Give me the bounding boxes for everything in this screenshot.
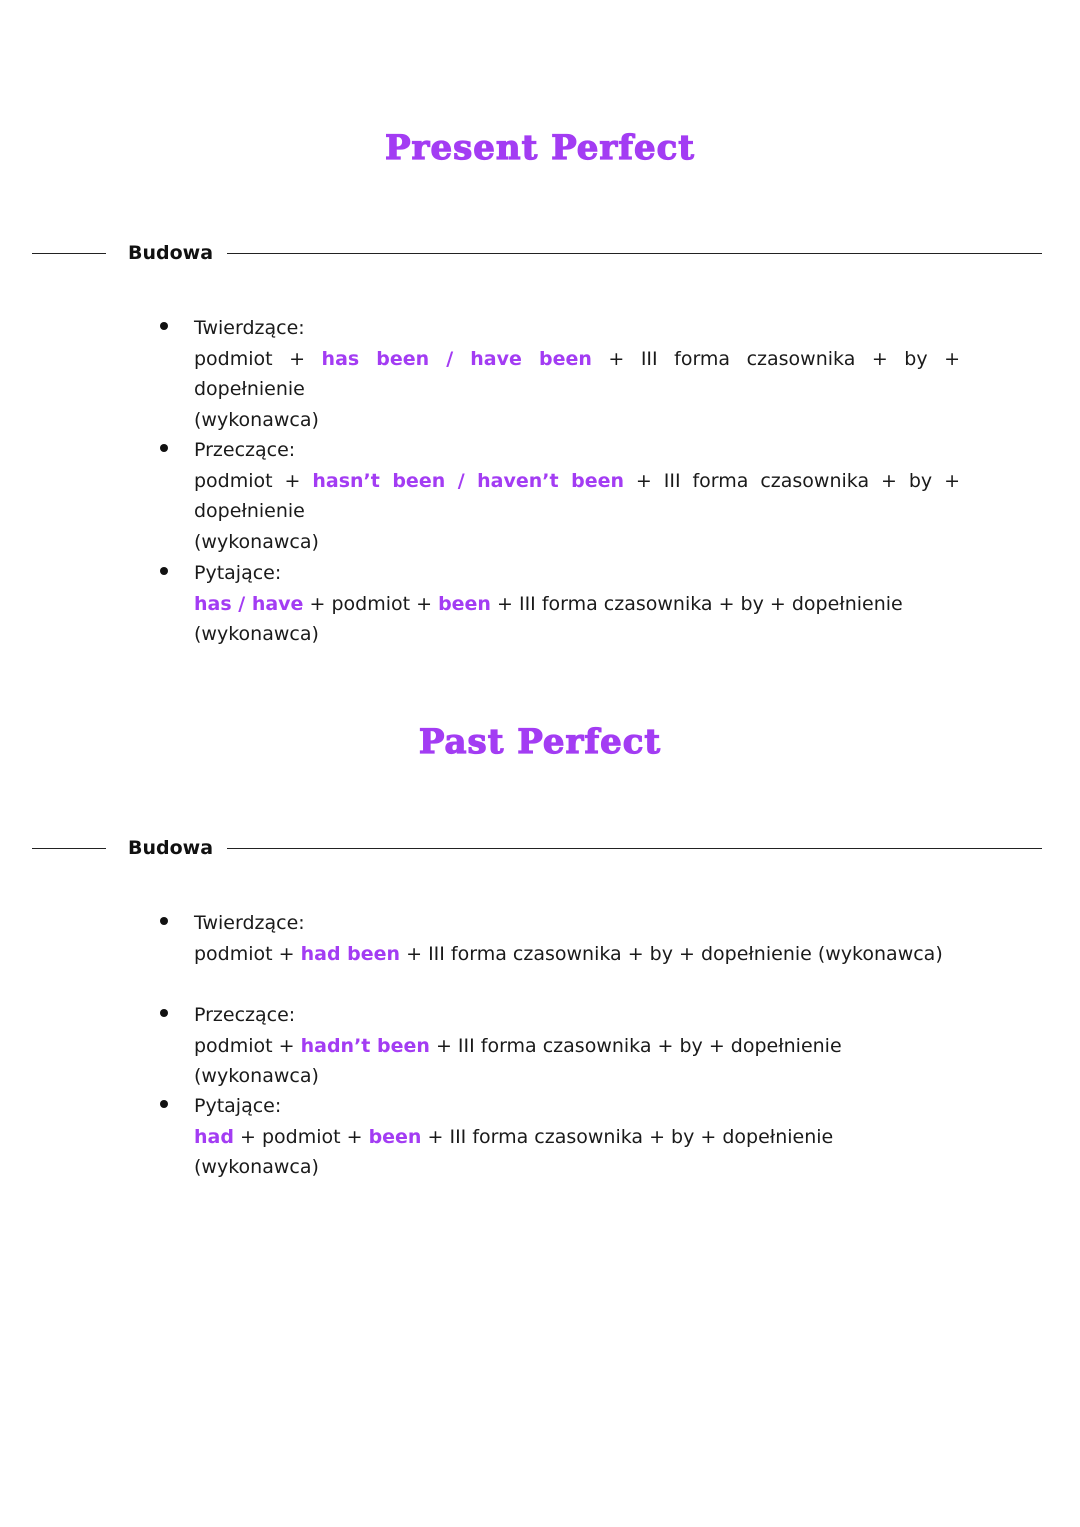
bullet-icon	[160, 322, 168, 330]
bullet-icon	[160, 917, 168, 925]
bullet-icon	[160, 567, 168, 575]
section-heading: Budowa	[128, 837, 214, 859]
item-heading: Przeczące:	[194, 439, 296, 461]
item-heading: Przeczące:	[194, 1004, 296, 1026]
formula-highlight: hasn’t been / haven’t been	[312, 469, 624, 492]
section-title-past-perfect: Past Perfect	[418, 722, 662, 762]
formula-text: podmiot +	[194, 1034, 301, 1057]
formula-text: + III forma czasownika + by + dopełnienie	[194, 469, 960, 522]
divider-line	[32, 253, 106, 254]
item-heading: Twierdzące:	[194, 317, 305, 339]
formula-text: + podmiot +	[303, 592, 439, 615]
section-title-present-perfect: Present Perfect	[384, 128, 695, 168]
item-formula	[194, 466, 960, 527]
divider-line	[227, 253, 1042, 254]
item-formula	[194, 589, 960, 650]
formula-continuation: (wykonawca)	[194, 530, 319, 553]
section-heading: Budowa	[128, 242, 214, 264]
item-formula	[194, 344, 960, 405]
item-heading: Pytające:	[194, 562, 282, 584]
formula-text: podmiot +	[194, 469, 313, 492]
bullet-icon	[160, 1100, 168, 1108]
formula-text: + III forma czasownika + by + dopełnienie (wykonawca)	[194, 1034, 842, 1087]
section-heading-rule	[0, 836, 1080, 860]
divider-line	[32, 848, 106, 849]
formula-text: + podmiot +	[233, 1125, 369, 1148]
formula-highlight: has been / have been	[321, 347, 592, 370]
item-formula	[194, 939, 960, 970]
item-heading: Twierdzące:	[194, 912, 305, 934]
item-heading: Pytające:	[194, 1095, 282, 1117]
formula-text: + III forma czasownika + by + dopełnienie (wykonawca)	[194, 1125, 834, 1178]
formula-highlight: been	[438, 592, 491, 615]
formula-text: + III forma czasownika + by + dopełnienie	[194, 347, 960, 400]
formula-highlight: been	[368, 1125, 422, 1148]
divider-line	[227, 848, 1042, 849]
formula-highlight: has / have	[194, 592, 304, 615]
formula-highlight: had	[194, 1125, 234, 1148]
formula-continuation: (wykonawca)	[194, 408, 319, 431]
bullet-icon	[160, 444, 168, 452]
section-heading-rule	[0, 241, 1080, 265]
formula-text: podmiot +	[194, 347, 322, 370]
formula-text: podmiot +	[194, 942, 301, 965]
formula-highlight: hadn’t been	[300, 1034, 430, 1057]
bullet-icon	[160, 1009, 168, 1017]
item-formula	[194, 1122, 960, 1183]
formula-text: + III forma czasownika + by + dopełnienie (wykonawca)	[400, 942, 943, 965]
formula-highlight: had been	[300, 942, 401, 965]
formula-text: + III forma czasownika + by + dopełnienie (wykonawca)	[194, 592, 903, 645]
item-formula	[194, 1031, 960, 1092]
